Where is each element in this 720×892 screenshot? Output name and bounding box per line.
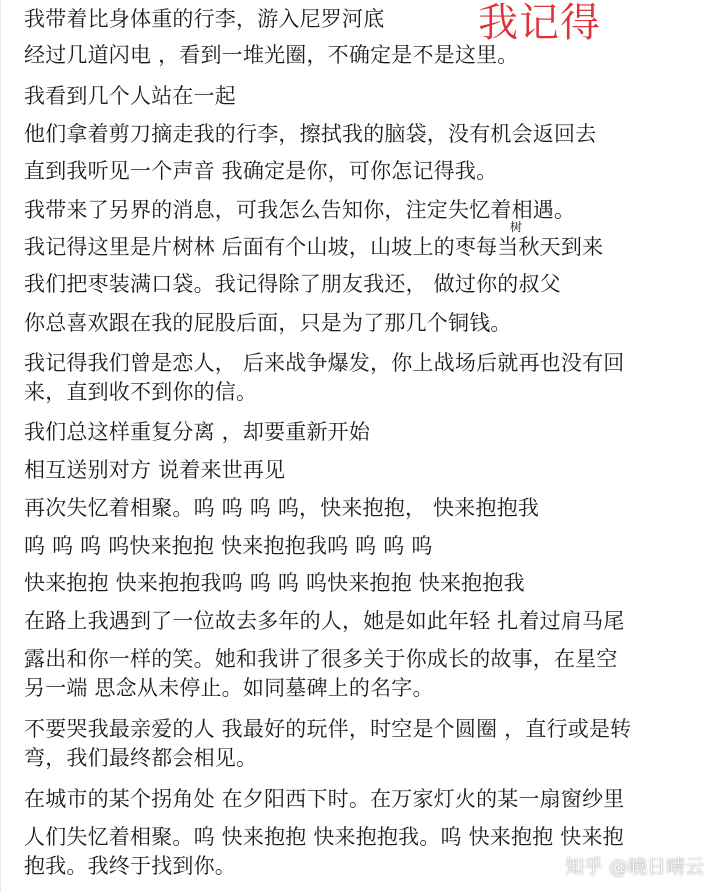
lyric-line-15: 呜 呜 呜 呜快来抱抱 快来抱抱我呜 呜 呜 呜 [24, 534, 433, 558]
lyric-line-1: 我带着比身体重的行李，游入尼罗河底 [24, 7, 385, 31]
lyric-line-19: 另一端 思念从未停止。如同墓碑上的名字。 [24, 676, 434, 700]
lyric-line-14: 再次失忆着相聚。呜 呜 呜 呜，快来抱抱， 快来抱抱我 [24, 496, 540, 520]
lyric-line-9: 你总喜欢跟在我的屁股后面，只是为了那几个铜钱。 [24, 311, 512, 335]
lyric-line-16: 快来抱抱 快来抱抱我呜 呜 呜 呜快来抱抱 快来抱抱我 [24, 571, 525, 595]
lyric-title: 我记得 [478, 0, 601, 46]
lyric-line-8: 我们把枣装满口袋。我记得除了朋友我还， 做过你的叔父 [24, 272, 561, 296]
lyric-line-21: 弯，我们最终都会相见。 [24, 746, 258, 770]
lyric-line-23: 人们失忆着相聚。呜 快来抱抱 快来抱抱我。呜 快来抱抱 快来抱 [24, 825, 624, 849]
lyric-line-17: 在路上我遇到了一位故去多年的人，她是如此年轻 扎着过肩马尾 [24, 609, 625, 633]
lyric-line-7: 我记得这里是片树林 后面有个山坡，山坡上的枣每当秋天到来 [24, 235, 604, 259]
lyric-line-4: 他们拿着剪刀摘走我的行李，擦拭我的脑袋，没有机会返回去 [24, 122, 597, 146]
zhihu-watermark: 知乎 @曉日晴云 [564, 856, 704, 878]
lyric-line-12: 我们总这样重复分离 ，却要重新开始 [24, 420, 371, 444]
annotation-note: 树 [510, 220, 523, 234]
lyric-line-24: 抱我。我终于找到你。 [24, 854, 236, 878]
lyric-line-10: 我记得我们曾是恋人， 后来战争爆发，你上战场后就再也没有回 [24, 351, 625, 375]
lyric-line-13: 相互送别对方 说着来世再见 [24, 458, 286, 482]
lyric-line-18: 露出和你一样的笑。她和我讲了很多关于你成长的故事，在星空 [24, 647, 618, 671]
lyric-line-20: 不要哭我最亲爱的人 我最好的玩伴，时空是个圆圈 ，直行或是转 [24, 717, 632, 741]
lyric-line-2: 经过几道闪电 ，看到一堆光圈，不确定是不是这里。 [24, 43, 519, 67]
lyric-line-6: 我带来了另界的消息，可我怎么告知你，注定失忆着相遇。 [24, 198, 576, 222]
lyric-line-22: 在城市的某个拐角处 在夕阳西下时。在万家灯火的某一扇窗纱里 [24, 787, 625, 811]
lyric-line-3: 我看到几个人站在一起 [24, 84, 236, 108]
lyric-line-11: 来，直到收不到你的信。 [24, 380, 258, 404]
lyric-line-5: 直到我听见一个声音 我确定是你，可你怎记得我。 [24, 159, 498, 183]
